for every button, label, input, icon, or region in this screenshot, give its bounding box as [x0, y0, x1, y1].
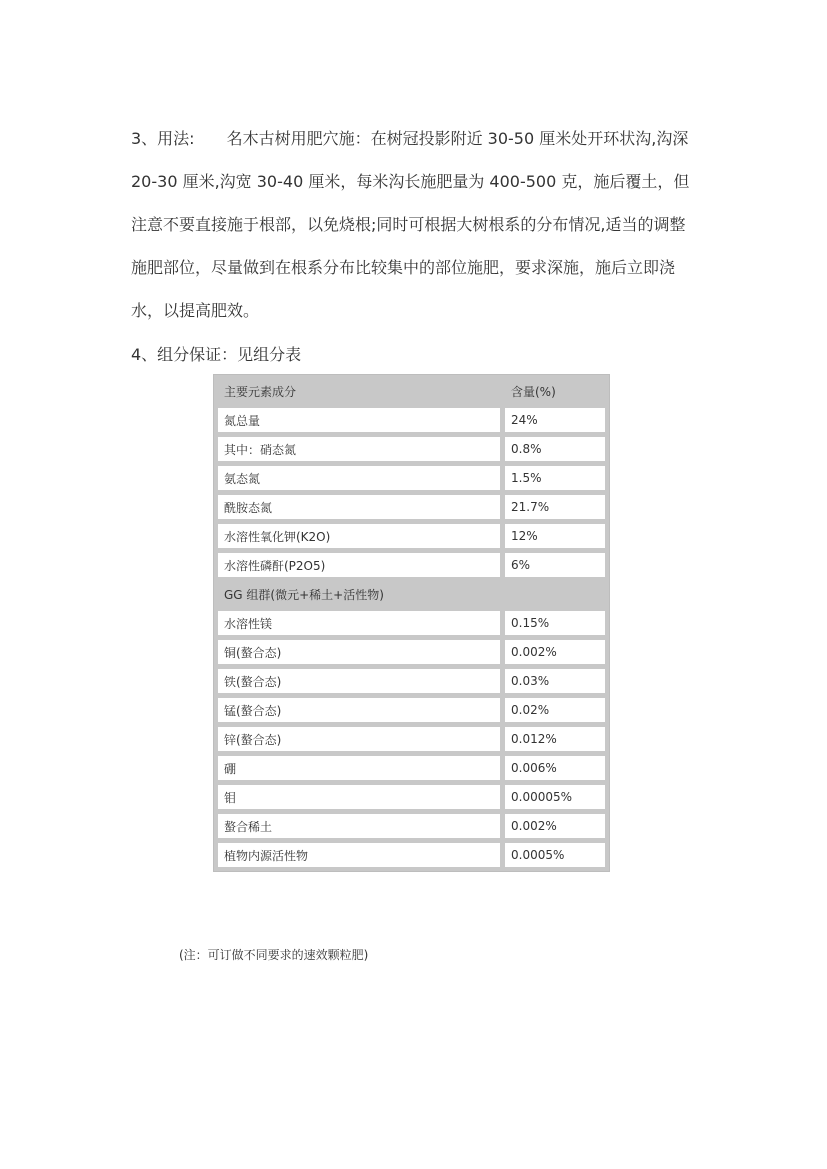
header-element: 主要元素成分 [217, 378, 501, 404]
value-cell: 12% [504, 523, 606, 549]
table-row [217, 784, 606, 810]
element-cell: 锌(螯合态) [217, 726, 501, 752]
table-row [217, 668, 606, 694]
table-row [217, 639, 606, 665]
header-content: 含量(%) [504, 378, 606, 404]
table-row [217, 436, 606, 462]
value-cell: 1.5% [504, 465, 606, 491]
table-row [217, 407, 606, 433]
element-cell: 钼 [217, 784, 501, 810]
group-header: GG 组群(微元+稀土+活性物) [217, 581, 606, 607]
element-cell: 水溶性镁 [217, 610, 501, 636]
value-cell: 0.012% [504, 726, 606, 752]
element-cell: 锰(螯合态) [217, 697, 501, 723]
usage-paragraph [131, 117, 701, 332]
element-cell: 其中：硝态氮 [217, 436, 501, 462]
value-cell: 0.002% [504, 813, 606, 839]
table-row [217, 465, 606, 491]
value-cell: 21.7% [504, 494, 606, 520]
table-row [217, 842, 606, 868]
value-cell: 0.03% [504, 668, 606, 694]
element-cell: 植物内源活性物 [217, 842, 501, 868]
table-row [217, 726, 606, 752]
value-cell: 0.0005% [504, 842, 606, 868]
usage-text: 名木古树用肥穴施：在树冠投影附近 30-50 厘米处开环状沟,沟深 20-30 厘米,沟宽 30-40 厘米，每米沟长施肥量为 400-500 克，施后覆土，但注意不要直接施于根部，以免烧根;同时可根据大树根系的分布情况,适当的调整施肥部位，尽量做到在根系分布比较集中的部位施肥，要求深施，施后立即浇水，以提高肥效。 [131, 129, 690, 320]
element-cell: 硼 [217, 755, 501, 781]
table-header-row [217, 378, 606, 404]
table-row [217, 523, 606, 549]
group-header-row [217, 581, 606, 607]
value-cell: 0.02% [504, 697, 606, 723]
value-cell: 0.002% [504, 639, 606, 665]
element-cell: 水溶性磷酐(P2O5) [217, 552, 501, 578]
value-cell: 0.8% [504, 436, 606, 462]
element-cell: 水溶性氧化钾(K2O) [217, 523, 501, 549]
composition-table [213, 374, 610, 872]
footnote: (注：可订做不同要求的速效颗粒肥) [179, 948, 369, 962]
element-cell: 酰胺态氮 [217, 494, 501, 520]
value-cell: 0.00005% [504, 784, 606, 810]
element-cell: 铁(螯合态) [217, 668, 501, 694]
value-cell: 24% [504, 407, 606, 433]
element-cell: 氮总量 [217, 407, 501, 433]
value-cell: 0.15% [504, 610, 606, 636]
table-row [217, 697, 606, 723]
table-row [217, 494, 606, 520]
table-row [217, 552, 606, 578]
table-row [217, 755, 606, 781]
value-cell: 6% [504, 552, 606, 578]
table-row [217, 813, 606, 839]
element-cell: 铜(螯合态) [217, 639, 501, 665]
value-cell: 0.006% [504, 755, 606, 781]
composition-heading: 4、组分保证：见组分表 [131, 345, 302, 364]
element-cell: 螯合稀土 [217, 813, 501, 839]
table-row [217, 610, 606, 636]
element-cell: 氨态氮 [217, 465, 501, 491]
usage-label: 3、用法: [131, 129, 195, 148]
